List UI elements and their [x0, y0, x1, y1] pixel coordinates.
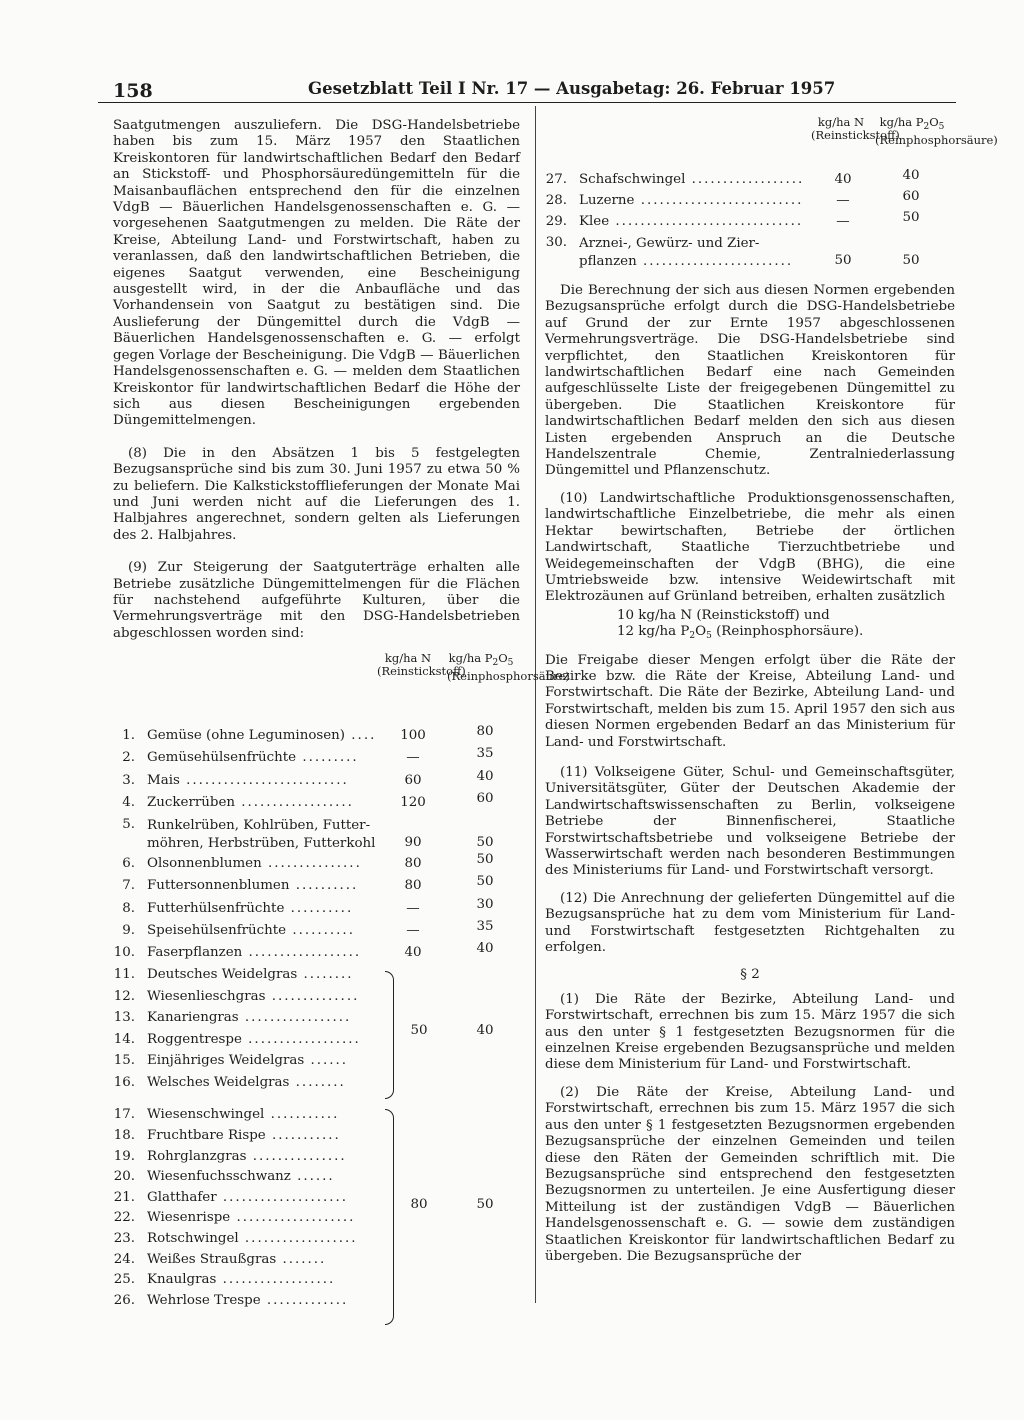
- row-label-line-1: Runkelrüben, Kohlrüben, Futter-: [147, 818, 371, 834]
- row-label-text: Speisehülsenfrüchte: [147, 922, 287, 938]
- row-label: [147, 1231, 358, 1247]
- row-label: [147, 1128, 341, 1144]
- col-p-header: [447, 651, 570, 684]
- table-row: [113, 724, 520, 750]
- right-column: [545, 115, 998, 1276]
- row-label: [579, 193, 803, 209]
- row-number: 8.: [122, 900, 135, 916]
- row-label-text: Gemüsehülsenfrüchte: [147, 750, 297, 766]
- row-label-text: Klee: [579, 214, 610, 229]
- leader-dots: ..................: [242, 945, 362, 961]
- row-label-line-1: Arznei-, Gewürz- und Zier-: [579, 236, 760, 251]
- section-2-paragraph-1: (1) Die Räte der Bezirke, Abteilung Land- und Forstwirtschaft, errechnen bis zum 15. März 1957 die sich aus den unter § 1 festgesetzten Bezugsnormen für die einzelnen Kreise ergebenden Bezugsansprüche und melden diese dem Ministerium für Land- und Forstwirtschaft.: [545, 991, 955, 1073]
- paragraph-intro: Saatgutmengen auszuliefern. Die DSG-Handelsbetriebe haben bis zum 15. März 1957 den Staatlichen Kreiskontoren für landwirtschaftlichen Bedarf den Bedarf an Stickstoff- und Phosphorsäuredüngemitteln für die Maisanbauflächen entsprechend den für die einzelnen VdgB — Bäuerlichen Handelsgenossenschaften e. G. — vorgesehenen Saatgutmengen zu melden. Die Räte der Kreise, Abteilung Land- und Forstwirtschaft, haben zu veranlassen, daß den landwirtschaftlichen Betrieben, die eigenes Saatgut verwenden, eine Bescheinigung ausgestellt wird, in der die Anbaufläche und das Vorhandensein von Saatgut zu bestätigen sind. Die Auslieferung der Düngemittel durch die VdgB — Bäuerlichen Handelsgenossenschaften e. G. — erfolgt gegen Vorlage der Bescheinigung. Die VdgB — Bäuerlichen Handelsgenossenschaften e. G. — melden dem Staatlichen Kreiskontor für landwirtschaftlichen Bedarf die Höhe der sich aus diesen Bescheinigungen ergebenden Düngemittelmengen.: [113, 118, 520, 429]
- row-label: [147, 1169, 335, 1185]
- leader-dots: ..................: [685, 172, 805, 187]
- value-p2o5: 50: [476, 874, 494, 890]
- row-number: 30.: [545, 235, 567, 250]
- row-label: [147, 1272, 335, 1288]
- leader-dots: ..................: [235, 795, 354, 811]
- row-label: [147, 1210, 355, 1226]
- row-number: 29.: [545, 214, 567, 229]
- row-label-text: Wehrlose Trespe: [147, 1292, 261, 1308]
- row-label-text: Zuckerrüben: [147, 795, 236, 811]
- paragraph-berechnung: Die Berechnung der sich aus diesen Normen ergebenden Bezugsansprüche erfolgt durch die DSG-Handelsbetriebe auf Grund der zur Ernte 1957 abgeschlossenen Vermehrungsverträge. Die DSG-Handelsbetriebe sind verpflichtet, den Staatlichen Kreiskontoren für landwirtschaftlichen Bedarf eine nach Gemeinden aufgeschlüsselte Liste der freigegebenen Düngemittel zu übergeben. Die Staatlichen Kreiskontore für landwirtschaftlichen Bedarf melden den sich aus diesen Listen ergebenden Anspruch an die Deutsche Handelszentrale Chemie, Zentralniederlassung Düngemittel und Pflanzenschutz.: [545, 283, 955, 479]
- row-number: 4.: [122, 795, 135, 811]
- row-label-text: Futtersonnenblumen: [147, 878, 290, 894]
- leader-dots: .................: [238, 1010, 352, 1026]
- leader-dots: ..............: [265, 988, 360, 1004]
- row-label-text: Weißes Straußgras: [147, 1251, 277, 1267]
- row-label-line-2: pflanzen: [579, 254, 637, 269]
- row-label-text: Wiesenfuchsschwanz: [147, 1169, 291, 1185]
- section-heading: § 2: [740, 967, 760, 983]
- row-label-text: Einjähriges Weidelgras: [147, 1053, 305, 1069]
- leader-dots: ..........: [286, 922, 355, 938]
- page-header: [96, 76, 996, 104]
- leader-dots: ....................: [216, 1189, 349, 1205]
- paragraph-8: (8) Die in den Absätzen 1 bis 5 festgelegten Bezugsansprüche sind bis zum 30. Juni 1957 zu etwa 50 % zu beliefern. Die Kalkstickstofflieferungen der Monate Mai und Juni werden nicht auf die Lieferungen des 1. Halbjahres angerechnet, sondern gelten als Lieferungen des 2. Halbjahres.: [113, 445, 520, 543]
- row-label: [147, 817, 375, 853]
- group-2-p: 50: [476, 1197, 494, 1213]
- row-number: 11.: [113, 967, 135, 983]
- row-label-text: Rohrglanzgras: [147, 1148, 247, 1164]
- value-p2o5: 40: [902, 168, 920, 183]
- formula-p-sub2: 5: [706, 631, 712, 642]
- row-number: 22.: [113, 1210, 135, 1226]
- row-number: 19.: [113, 1148, 135, 1164]
- row-label: [147, 945, 361, 961]
- leader-dots: ..........................: [179, 772, 349, 788]
- leader-dots: .............: [260, 1292, 349, 1308]
- value-n: —: [836, 214, 850, 229]
- row-number: 27.: [545, 172, 567, 187]
- leader-dots: ..........: [284, 900, 354, 916]
- row-label-text: Roggentrespe: [147, 1031, 242, 1047]
- row-label: [147, 773, 349, 789]
- leader-dots: ...............: [261, 855, 362, 871]
- leader-dots: ........: [297, 967, 354, 983]
- value-p2o5: 30: [476, 896, 494, 912]
- leader-dots: ...........: [264, 1107, 340, 1123]
- value-p2o5: 40: [476, 941, 494, 957]
- row-label-text: Mais: [147, 772, 180, 788]
- section-2-paragraph-2: (2) Die Räte der Kreise, Abteilung Land- und Forstwirtschaft, errechnen bis zum 15. März 1957 die sich aus den unter § 1 festgesetzten Bezugsnormen ergebenden Bezugsansprüche der einzelnen Gemeinden und teilen diese den Räten der Gemeinden schriftlich mit. Die Bezugsansprüche sind entsprechend den festgesetzten Bezugsnormen zu unterteilen. Je eine Ausfertigung dieser Mitteilung ist der zuständigen VdgB — Bäuerlichen Handelsgenossenschaft e. G. — sowie dem zuständigen Staatlichen Kreiskontor für landwirtschaftlichen Bedarf zu übergeben. Die Bezugsansprüche der: [545, 1084, 955, 1264]
- value-p2o5: 50: [902, 210, 920, 225]
- row-number: 21.: [113, 1189, 135, 1205]
- table-row: [113, 1149, 520, 1170]
- row-label: [147, 795, 354, 811]
- col-p-header-right-o: O: [929, 115, 939, 129]
- row-label-text: Luzerne: [579, 193, 635, 208]
- table-header: [113, 646, 570, 728]
- row-label: [147, 1075, 346, 1091]
- row-number: 17.: [113, 1107, 135, 1123]
- leader-dots: ..........................: [634, 193, 804, 208]
- value-n: 40: [404, 945, 422, 961]
- header-rule: [98, 102, 956, 103]
- formula-n: 10 kg/ha N (Reinstickstoff) und: [617, 607, 830, 623]
- page-number: 158: [113, 80, 153, 102]
- row-label-line-2: möhren, Herbstrüben, Futterkohl: [147, 836, 376, 852]
- row-number: 14.: [113, 1031, 135, 1047]
- value-n: 120: [400, 795, 426, 811]
- table-row: [113, 1231, 520, 1252]
- leader-dots: ........................: [636, 254, 794, 269]
- table-row: [113, 918, 520, 945]
- row-number: 16.: [113, 1074, 135, 1090]
- col-p-header-o: O: [498, 651, 508, 666]
- row-label: [147, 901, 353, 917]
- group-1-p: 40: [476, 1023, 494, 1039]
- leader-dots: ......: [304, 1053, 349, 1069]
- row-label-text: Gemüse (ohne Leguminosen): [147, 728, 346, 744]
- table-row: [113, 1210, 520, 1231]
- leader-dots: ..................: [238, 1231, 358, 1247]
- value-n: 90: [404, 835, 422, 851]
- row-number: 10.: [113, 945, 135, 961]
- row-label-text: Fruchtbare Rispe: [147, 1128, 266, 1144]
- table-row: [113, 896, 520, 923]
- value-n: 50: [834, 253, 852, 268]
- value-p2o5: 35: [476, 918, 494, 934]
- row-label: [579, 172, 804, 188]
- value-p2o5: 80: [476, 724, 494, 740]
- row-label-text: Futterhülsenfrüchte: [147, 900, 285, 916]
- row-label-text: Welsches Weidelgras: [147, 1074, 290, 1090]
- row-number: 18.: [113, 1128, 135, 1144]
- row-number: 13.: [113, 1010, 135, 1026]
- group-1-n: 50: [410, 1023, 428, 1039]
- table-row: [113, 1272, 520, 1293]
- table-header-right: [545, 115, 998, 172]
- table-row: [113, 746, 520, 772]
- row-number: 24.: [113, 1251, 135, 1267]
- row-label: [147, 1190, 348, 1206]
- formula-p-pre: 12 kg/ha P: [617, 624, 690, 640]
- table-row: [113, 817, 520, 856]
- table-row: [113, 1190, 520, 1211]
- value-n: —: [836, 193, 850, 208]
- row-number: 1.: [122, 728, 135, 744]
- fertilizer-table-right: [545, 115, 998, 271]
- row-label: [147, 856, 362, 872]
- value-p2o5: 50: [902, 253, 920, 268]
- col-n-header-right: kg/ha N (Reinstickstoff): [811, 115, 900, 142]
- fertilizer-table-left: [113, 646, 570, 1331]
- formula-p-post: (Reinphosphorsäure).: [711, 624, 864, 640]
- row-label: [147, 1010, 351, 1026]
- row-label-text: Wiesenrispe: [147, 1210, 231, 1226]
- col-p-header-right-sub1: 2: [923, 122, 930, 132]
- formula-p-o: O: [695, 624, 707, 640]
- row-number: 26.: [113, 1292, 135, 1308]
- row-number: 23.: [113, 1231, 135, 1247]
- row-label-text: Wiesenlieschgras: [147, 988, 266, 1004]
- value-n: —: [406, 900, 420, 916]
- group-2-brace: [385, 1109, 394, 1325]
- group-1: [113, 967, 520, 1101]
- table-row: [113, 791, 520, 817]
- row-label: [147, 1293, 348, 1309]
- row-label: [579, 235, 793, 271]
- row-number: 5.: [122, 817, 135, 833]
- row-label: [147, 967, 354, 983]
- row-label: [579, 214, 803, 230]
- col-p-header-sub1: 2: [492, 658, 499, 669]
- table-row: [113, 1128, 520, 1149]
- table-row: [545, 210, 955, 235]
- row-number: 20.: [113, 1169, 135, 1185]
- table-row: [113, 1010, 520, 1032]
- row-label: [147, 1107, 339, 1123]
- value-p2o5: 40: [476, 768, 494, 784]
- table-row: [113, 1075, 520, 1097]
- value-p2o5: 60: [476, 791, 494, 807]
- leader-dots: ......: [290, 1169, 335, 1185]
- group-2-n: 80: [410, 1197, 428, 1213]
- value-p2o5: 50: [476, 835, 494, 851]
- value-p2o5: 60: [902, 189, 920, 204]
- gazette-title: Gesetzblatt Teil I Nr. 17 — Ausgabetag: 26. Februar 1957: [308, 79, 836, 98]
- row-label-text: Wiesenschwingel: [147, 1107, 265, 1123]
- table-row: [113, 989, 520, 1011]
- row-label: [147, 750, 359, 766]
- table-row: [545, 235, 955, 271]
- group-1-brace: [385, 971, 394, 1099]
- leader-dots: ..................: [241, 1031, 361, 1047]
- row-label-text: Schafschwingel: [579, 172, 686, 187]
- row-label: [147, 1149, 347, 1165]
- leader-dots: ....: [345, 728, 377, 744]
- value-n: 80: [404, 878, 422, 894]
- col-p-header-right-main: kg/ha P: [879, 115, 924, 129]
- row-label: [147, 728, 376, 744]
- table-row: [113, 768, 520, 795]
- table-row: [113, 1252, 520, 1273]
- table-row: [113, 874, 520, 900]
- leader-dots: ..................: [216, 1272, 336, 1288]
- row-number: 6.: [122, 855, 135, 871]
- value-n: —: [406, 750, 420, 766]
- row-label-text: Rotschwingel: [147, 1231, 239, 1247]
- row-label-text: Kanariengras: [147, 1010, 239, 1026]
- paragraph-12: (12) Die Anrechnung der gelieferten Düngemittel auf die Bezugsansprüche hat zu dem vom Ministerium für Land- und Forstwirtschaft festgesetzten Richtgehalten zu erfolgen.: [545, 890, 955, 956]
- table-row: [113, 1107, 520, 1128]
- leader-dots: ..........: [289, 878, 359, 894]
- table-row: [113, 1169, 520, 1190]
- row-number: 15.: [113, 1053, 135, 1069]
- table-row: [113, 1053, 520, 1075]
- leader-dots: ...........: [265, 1128, 341, 1144]
- column-divider: [535, 106, 536, 1303]
- row-number: 7.: [122, 878, 135, 894]
- row-label: [147, 878, 358, 894]
- leader-dots: ...................: [230, 1210, 356, 1226]
- row-label-text: Knaulgras: [147, 1272, 217, 1288]
- leader-dots: ........: [289, 1074, 346, 1090]
- row-label: [147, 1032, 361, 1048]
- paragraph-freigabe: Die Freigabe dieser Mengen erfolgt über die Räte der Bezirke bzw. die Räte der Kreise, Abteilung Land- und Forstwirtschaft. Die Räte der Bezirke, Abteilung Land- und Forstwirtschaft, melden bis zum 15. April 1957 den sich aus diesen Normen ergebenden Bedarf an das Ministerium für Land- und Forstwirtschaft.: [545, 652, 955, 750]
- col-p-header-sub2: 5: [507, 658, 514, 669]
- leader-dots: .......: [276, 1251, 327, 1267]
- value-p2o5: 50: [476, 851, 494, 867]
- formula-p-sub1: 2: [689, 631, 696, 642]
- row-number: 2.: [122, 750, 135, 766]
- table-row: [113, 1293, 520, 1314]
- value-n: —: [406, 922, 420, 938]
- row-number: 28.: [545, 193, 567, 208]
- value-n: 80: [404, 855, 422, 871]
- row-number: 12.: [113, 988, 135, 1004]
- leader-dots: .........: [296, 750, 359, 766]
- value-p2o5: 35: [476, 746, 494, 762]
- row-label: [147, 1252, 326, 1268]
- row-label-text: Deutsches Weidelgras: [147, 967, 298, 983]
- paragraph-11: (11) Volkseigene Güter, Schul- und Gemeinschaftsgüter, Universitätsgüter, Güter der Deutschen Akademie der Landwirtschaftswissenschaften zu Berlin, volkseigene Betriebe der Binnenfischerei, Staatliche Forstwirtschaftsbetriebe und volkseigene Betriebe der Wasserwirtschaft werden nach besonderen Bestimmungen des Ministeriums für Land- und Forstwirtschaft versorgt.: [545, 764, 955, 879]
- leader-dots: ..............................: [609, 214, 804, 229]
- row-label: [147, 989, 359, 1005]
- paragraph-9: (9) Zur Steigerung der Saatguterträge erhalten alle Betriebe zusätzliche Düngemittelmengen für die Flächen für nachstehend aufgeführte Kulturen, über die Vermehrungsverträge mit den DSG-Handelsbetrieben abgeschlossen worden sind:: [113, 560, 520, 641]
- row-label-text: Faserpflanzen: [147, 945, 243, 961]
- table-row: [113, 851, 520, 878]
- value-n: 40: [834, 172, 852, 187]
- group-2: [113, 1107, 520, 1331]
- col-p-header-right-sub2: 5: [938, 122, 945, 132]
- row-number: 25.: [113, 1272, 135, 1288]
- row-number: 9.: [122, 922, 135, 938]
- table-row: [113, 967, 520, 989]
- row-number: 3.: [122, 772, 135, 788]
- row-label: [147, 1053, 348, 1069]
- value-n: 100: [400, 728, 426, 744]
- formula-p: [617, 624, 955, 644]
- row-label-text: Glatthafer: [147, 1189, 217, 1205]
- col-n-header: kg/ha N (Reinstickstoff): [377, 651, 466, 679]
- value-n: 60: [404, 772, 422, 788]
- col-p-header-right: [875, 115, 998, 147]
- row-label-text: Ölsonnenblumen: [147, 855, 262, 871]
- table-row: [113, 1032, 520, 1054]
- col-p-header-main: kg/ha P: [448, 651, 493, 666]
- row-label: [147, 923, 355, 939]
- col-p-header-right-rest: (Reinphosphorsäure): [875, 133, 998, 147]
- table-row: [113, 941, 520, 967]
- col-p-header-rest: (Reinphosphorsäure): [447, 669, 570, 684]
- paragraph-10: (10) Landwirtschaftliche Produktionsgenossenschaften, landwirtschaftliche Einzelbetriebe, die mehr als einen Hektar bewirtschaften, Betriebe der örtlichen Landwirtschaft, Staatliche Tierzuchtbetriebe und Weidegemeinschaften der VdgB (BHG), die eine Umtriebsweide bzw. intensive Weidewirtschaft mit Elektrozäunen auf Grünland betreiben, erhalten zusätzlich: [545, 490, 955, 605]
- leader-dots: ...............: [246, 1148, 347, 1164]
